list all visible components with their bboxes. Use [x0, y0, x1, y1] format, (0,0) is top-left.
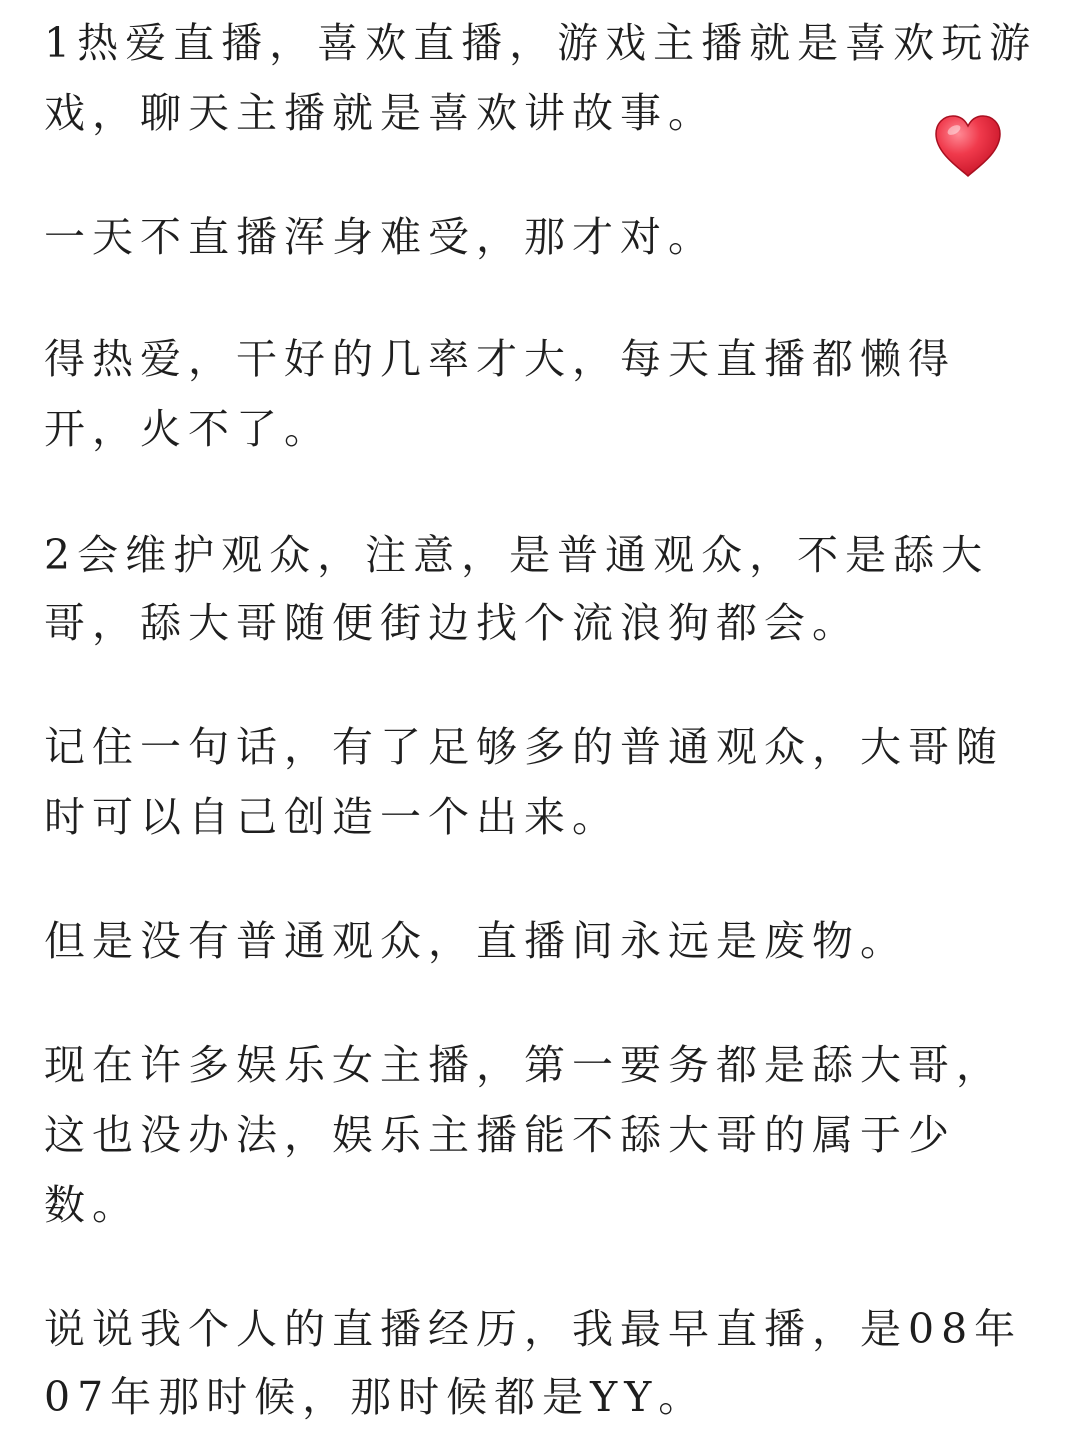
text-line: 戏，聊天主播就是喜欢讲故事。: [44, 89, 716, 137]
text-line: 哥，舔大哥随便街边找个流浪狗都会。: [44, 599, 860, 647]
heart-icon: [932, 112, 1004, 180]
text-line: 1热爱直播，喜欢直播，游戏主播就是喜欢玩游: [44, 19, 1038, 67]
text-line: 说说我个人的直播经历，我最早直播，是08年: [44, 1305, 1023, 1353]
text-line: 2会维护观众，注意，是普通观众，不是舔大: [44, 531, 990, 579]
text-line: 07年那时候，那时候都是YY。: [44, 1373, 707, 1421]
text-line: 现在许多娱乐女主播，第一要务都是舔大哥，: [44, 1041, 1004, 1089]
text-line: 这也没办法，娱乐主播能不舔大哥的属于少: [44, 1111, 956, 1159]
text-line: 但是没有普通观众，直播间永远是废物。: [44, 917, 908, 965]
text-line: 数。: [44, 1181, 140, 1229]
text-line: 开，火不了。: [44, 405, 332, 453]
text-line: 一天不直播浑身难受，那才对。: [44, 213, 716, 261]
text-line: 得热爱，干好的几率才大，每天直播都懒得: [44, 335, 956, 383]
text-line: 记住一句话，有了足够多的普通观众，大哥随: [44, 723, 1004, 771]
text-line: 时可以自己创造一个出来。: [44, 793, 620, 841]
